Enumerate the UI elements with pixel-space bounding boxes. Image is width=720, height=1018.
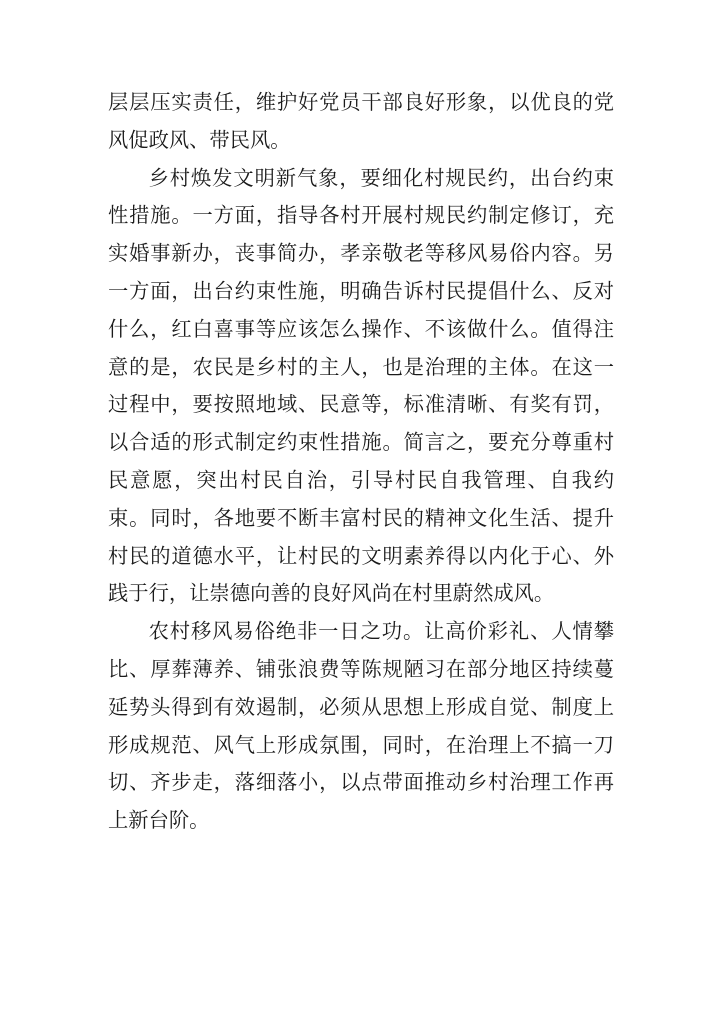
paragraph-2: 乡村焕发文明新气象，要细化村规民约，出台约束性措施。一方面，指导各村开展村规民约制定修订，充实婚事新办，丧事简办，孝亲敬老等移风易俗内容。另一方面，出台约束性施，明确告诉村民提倡什么、反对什么，红白喜事等应该怎么操作、不该做什么。值得注意的是，农民是乡村的主人，也是治理的主体。在这一过程中，要按照地域、民意等，标准清晰、有奖有罚，以合适的形式制定约束性措施。简言之，要充分尊重村民意愿，突出村民自治，引导村民自我管理、自我约束。同时，各地要不断丰富村民的精神文化生活、提升村民的道德水平，让村民的文明素养得以内化于心、外践于行，让崇德向善的良好风尚在村里蔚然成风。	[108, 165, 614, 606]
paragraph-3: 农村移风易俗绝非一日之功。让高价彩礼、人情攀比、厚葬薄养、铺张浪费等陈规陋习在部分地区持续蔓延势头得到有效遏制，必须从思想上形成自觉、制度上形成规范、风气上形成氛围，同时，在治理上不搞一刀切、齐步走，落细落小，以点带面推动乡村治理工作再上新台阶。	[108, 619, 614, 833]
paragraph-1: 层层压实责任，维护好党员干部良好形象，以优良的党风促政风、带民风。	[108, 90, 614, 152]
document-body	[108, 84, 614, 840]
